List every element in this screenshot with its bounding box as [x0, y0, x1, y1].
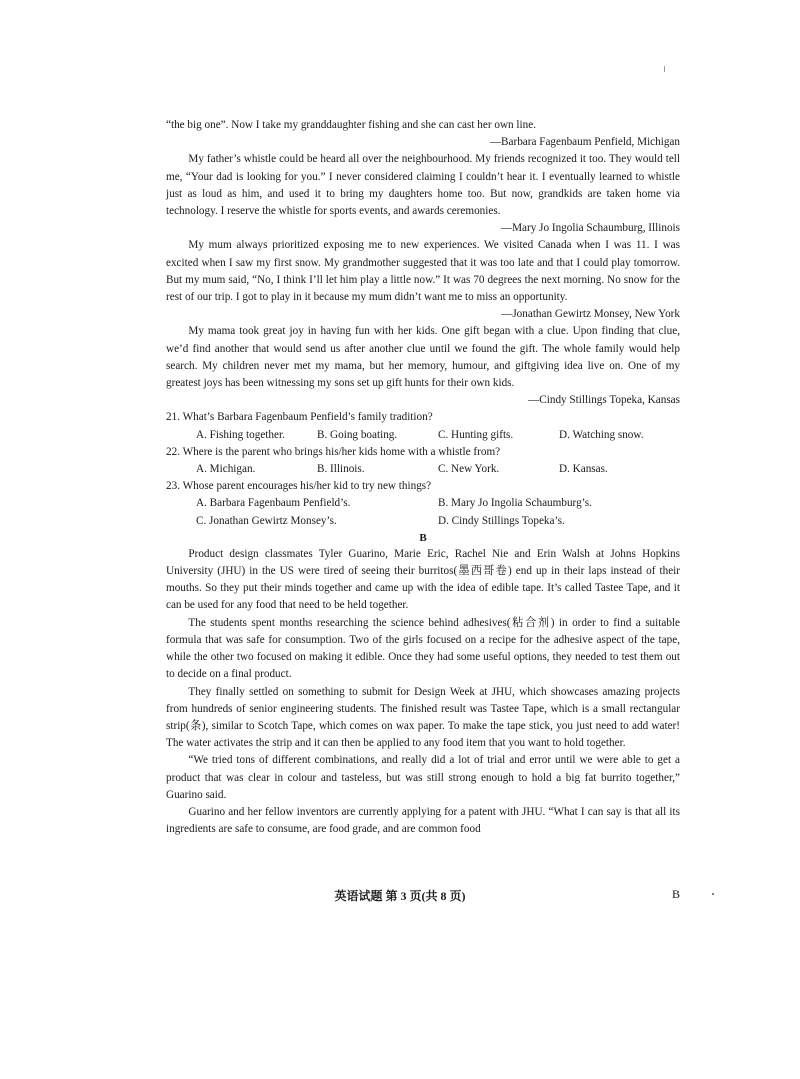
option-c: C. New York. [438, 463, 500, 476]
option-d: D. Kansas. [559, 463, 608, 476]
question-stem: 21. What’s Barbara Fagenbaum Penfield’s family tradition? [166, 411, 433, 424]
scan-dot [712, 893, 714, 895]
option-c: C. Jonathan Gewirtz Monsey’s. [196, 514, 337, 527]
signature-penfield: —Barbara Fagenbaum Penfield, Michigan [489, 136, 680, 149]
options [166, 427, 680, 444]
paragraph-patent: Guarino and her fellow inventors are currently applying for a patent with JHU. “What I can say is that all its ingredients are safe to consume, are food grade, and are common food [166, 805, 680, 836]
signature-monsey: —Jonathan Gewirtz Monsey, New York [501, 308, 680, 321]
paragraph-research: The students spent months researching the science behind adhesives(粘合剂) in order to find a suitable formula that was safe for consumption. Two of the girls focused on a recipe for the adhesive aspect of the tape, while the other two focused on making it edible. Once they had some useful options, they needed to test them out to decide on a final product. [166, 616, 680, 681]
passage-column [166, 117, 680, 838]
question-stem: 23. Whose parent encourages his/her kid to try new things? [166, 480, 432, 493]
signature-schaumburg: —Mary Jo Ingolia Schaumburg, Illinois [500, 222, 680, 235]
options [166, 461, 680, 478]
paragraph-design-week: They finally settled on something to submit for Design Week at JHU, which showcases amazing projects from hundreds of senior engineering students. The finished result was Tastee Tape, which is a small rectangular strip(条), similar to Scotch Tape, which comes on wax paper. To make the tape stick, you just need to add water! The water activates the strip and it can then be applied to any food item that you want to hold together. [166, 685, 680, 750]
scan-mark [664, 66, 665, 72]
passage-a-lead: “the big one”. Now I take my granddaughter fishing and she can cast her own line. [166, 119, 537, 131]
question-21 [166, 409, 680, 443]
paragraph-quote: “We tried tons of different combinations, and really did a lot of trial and error until we were able to get a product that was clear in colour and tasteless, but was still strong enough to hold a big fat burrito together,” Guarino said. [166, 754, 680, 801]
question-23 [166, 478, 680, 530]
option-b: B. Going boating. [317, 428, 398, 441]
option-a: A. Barbara Fagenbaum Penfield’s. [196, 497, 351, 510]
paper-version-label: B [672, 887, 681, 901]
paragraph-whistle: My father’s whistle could be heard all over the neighbourhood. My friends recognized it too. They would tell me, “Your dad is looking for you.” I never considered claiming I couldn’t hear it. I eventually learned to whistle just as loud as him, and used it to bring my daughters home too. But now, grandkids are taken home via technology. I reserve the whistle for sports events, and awards ceremonies. [166, 153, 680, 218]
paragraph-gift-hunt: My mama took great joy in having fun with her kids. One gift began with a clue. Upon finding that clue, we’d find another that would send us after another clue until we found the gift. The whole family would help search. My children never met my mama, but her memory, humour, and giftgiving idea live on. One of my greatest joys has been witnessing my sons set up gift hunts for their own kids. [166, 325, 680, 390]
option-d: D. Watching snow. [559, 428, 644, 441]
paragraph-tastee-intro: Product design classmates Tyler Guarino, Marie Eric, Rachel Nie and Erin Walsh at Johns Hopkins University (JHU) in the US were tired of seeing their burritos(墨西哥卷) end up in their laps instead of their mouths. So they put their minds together and came up with the idea of edible tape. It’s called Tastee Tape, and it can be used for any food that need to be held together. [166, 547, 680, 612]
option-c: C. Hunting gifts. [438, 428, 514, 441]
option-d: D. Cindy Stillings Topeka’s. [438, 514, 565, 527]
page-footer: 英语试题 第 3 页(共 8 页) [334, 889, 466, 903]
option-b: B. Illinois. [317, 463, 365, 476]
option-a: A. Michigan. [196, 463, 256, 476]
option-a: A. Fishing together. [196, 428, 285, 441]
question-22 [166, 444, 680, 478]
paragraph-snow: My mum always prioritized exposing me to new experiences. We visited Canada when I was 11. I was excited when I saw my first snow. My grandmother suggested that it was too late and that I could play tomorrow. But my mum said, “No, I think I’ll let him play a little now.” It was 70 degrees the next morning. No snow for the rest of our trip. I got to play in it because my mum didn’t want me to miss an opportunity. [166, 239, 680, 304]
signature-topeka: —Cindy Stillings Topeka, Kansas [528, 394, 680, 407]
section-b-heading: B [419, 531, 427, 544]
option-b: B. Mary Jo Ingolia Schaumburg’s. [438, 497, 592, 510]
question-stem: 22. Where is the parent who brings his/her kids home with a whistle from? [166, 445, 501, 458]
options [166, 495, 680, 529]
